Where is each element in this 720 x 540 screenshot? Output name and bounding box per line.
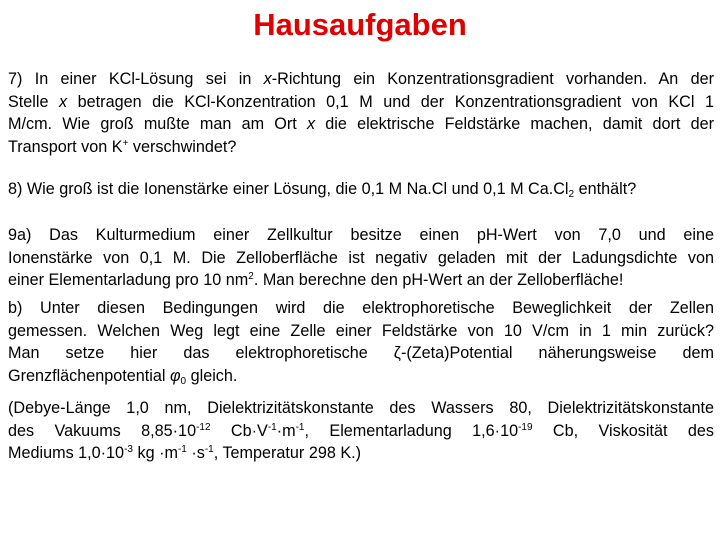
text: ·m — [276, 421, 296, 440]
constants-note — [8, 397, 714, 465]
question-8 — [8, 178, 714, 201]
variable-x: x — [263, 70, 272, 88]
text: 7) In einer KCl-Lösung sei in — [8, 70, 264, 88]
text: . Man berechne den pH-Wert an der Zelloberfläche! — [253, 271, 624, 289]
question-9b — [8, 297, 714, 387]
superscript: + — [122, 137, 129, 149]
question-8-line-1 — [8, 178, 714, 201]
text: M/cm. Wie groß mußte man am Ort — [8, 115, 307, 133]
text: kg ·m — [132, 444, 178, 462]
text: die elektrische Feldstärke machen, damit dort der — [315, 115, 714, 133]
superscript: -12 — [196, 421, 211, 433]
superscript: -19 — [518, 421, 533, 433]
text: Cb·V — [210, 421, 268, 440]
constants-line-3 — [8, 442, 714, 465]
question-9a-line-2: Ionenstärke von 0,1 M. Die Zelloberfläche ist negativ geladen mit der Ladungsdichte von — [8, 248, 714, 267]
text: Stelle — [8, 92, 60, 111]
text: Grenzflächenpotential — [8, 366, 170, 385]
text: betragen die KCl-Konzentration 0,1 M und der Konzentrationsgradient von KCl 1 — [67, 92, 715, 111]
page-title: Hausaufgaben — [253, 7, 467, 42]
text: einer Elementarladung pro 10 nm — [8, 271, 249, 289]
text: ·s — [186, 444, 205, 462]
subscript: 0 — [180, 375, 187, 387]
superscript: 2 — [248, 271, 254, 282]
superscript: -1 — [177, 444, 187, 455]
superscript: -3 — [124, 444, 133, 455]
question-9a-line-3 — [8, 269, 714, 292]
text: Transport von K — [8, 137, 123, 156]
text: des Vakuums 8,85·10 — [8, 421, 197, 440]
variable-x: x — [306, 115, 316, 133]
text: -Richtung ein Konzentrationsgradient vorhanden. An der — [271, 70, 714, 88]
constants-line-2 — [8, 420, 714, 443]
text: Cb, Viskosität des — [532, 421, 714, 440]
question-7-line-1 — [8, 68, 714, 91]
question-7-line-3 — [8, 113, 714, 136]
variable-x: x — [59, 92, 68, 111]
superscript: -1 — [267, 421, 277, 433]
symbol-phi: φ — [169, 366, 181, 385]
question-9a-line-1: 9a) Das Kulturmedium einer Zellkultur besitze einen pH-Wert von 7,0 und eine — [8, 226, 714, 244]
question-9b-line-2: gemessen. Welchen Weg legt eine Zelle einer Feldstärke von 10 V/cm in 1 min zurück? — [8, 321, 714, 340]
question-9a — [8, 224, 714, 292]
constants-line-1: (Debye-Länge 1,0 nm, Dielektrizitätskonstante des Wassers 80, Dielektrizitätskonstante — [8, 399, 714, 417]
question-9b-line-4 — [8, 365, 714, 388]
superscript: -1 — [295, 421, 305, 433]
subscript: 2 — [568, 189, 575, 200]
text: 8) Wie groß ist die Ionenstärke einer Lösung, die 0,1 M Na.Cl und 0,1 M Ca.Cl — [8, 180, 569, 198]
text: Mediums 1,0·10 — [8, 444, 125, 462]
question-7-line-2 — [8, 91, 714, 114]
text: , Elementarladung 1,6·10 — [304, 421, 519, 440]
text: enthält? — [574, 180, 637, 198]
text: gleich. — [186, 366, 238, 385]
question-7-line-4 — [8, 136, 714, 159]
question-7 — [8, 68, 714, 158]
question-9b-line-3: Man setze hier das elektrophoretische ζ-(Zeta)Potential näherungsweise dem — [8, 344, 714, 362]
superscript: -1 — [204, 444, 214, 455]
text: verschwindet? — [128, 137, 237, 156]
question-9b-line-1: b) Unter diesen Bedingungen wird die elektrophoretische Beweglichkeit der Zellen — [8, 299, 714, 317]
text: , Temperatur 298 K.) — [213, 444, 362, 462]
